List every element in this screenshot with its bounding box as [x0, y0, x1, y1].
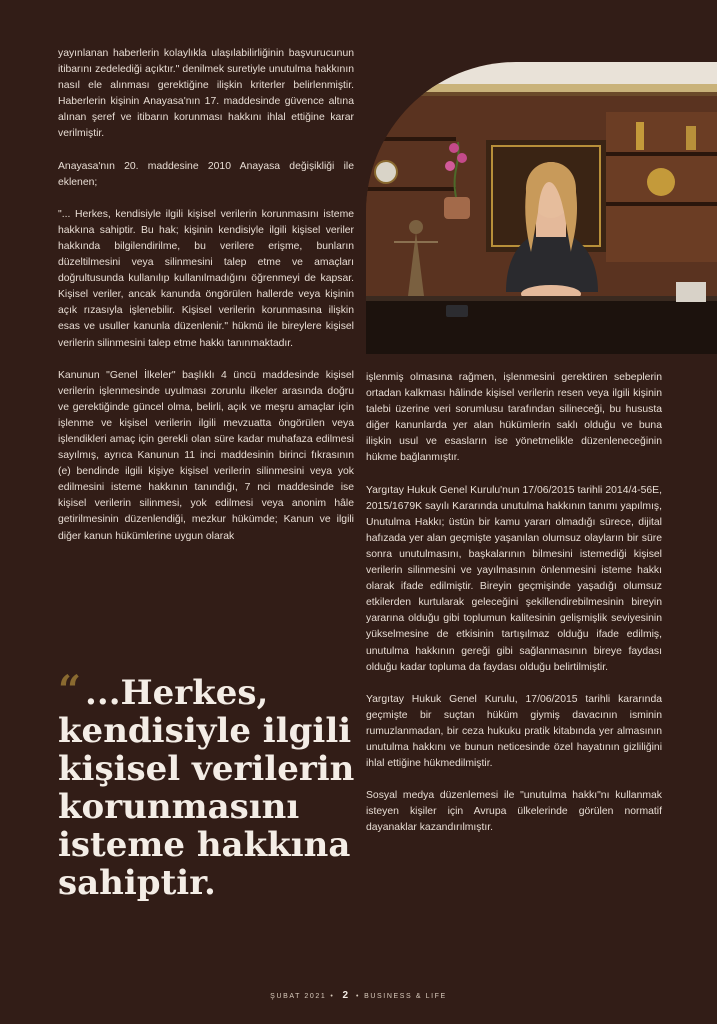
paragraph: yayınlanan haberlerin kolaylıkla ulaşılabilirliğinin başvurucunun itibarını zedelediği açıktır." denilmek suretiyle unutulma hakkının nasıl ele alınması gerektiğine ilişkin kriterler belirlenmiştir. Haberlerin kişinin Anayasa'nın 17. maddesinde güvence altına alınan şeref ve itibarın korunması hakkını ihlal ettiğine karar verilmiştir.	[58, 48, 354, 140]
separator-dot-icon: •	[330, 993, 335, 1000]
paragraph: Anayasa'nın 20. maddesine 2010 Anayasa değişikliği ile eklenen;	[58, 160, 354, 188]
page-footer	[0, 990, 717, 1001]
separator-dot-icon: •	[356, 993, 361, 1000]
paragraph: Sosyal medya düzenlemesi ile "unutulma hakkı"nı kullanmak isteyen kişiler için Avrupa ülkelerinde görülen normatif dayanaklar kazandırılmıştır.	[366, 790, 662, 834]
magazine-name: BUSINESS & LIFE	[364, 993, 447, 1000]
left-column	[58, 46, 354, 561]
quote-mark-icon: “	[58, 667, 82, 714]
paragraph: Yargıtay Hukuk Genel Kurulu, 17/06/2015 tarihli kararında geçmişte bir suçtan hüküm giymiş davacının isminin rumuzlanmadan, bir ceza hukuku pratik kitabında yer almasının unutulma hakkını ve bunun neticesinde özel hayatının gizliliğini ihlal ettiğine hükmedilmiştir.	[366, 693, 662, 770]
right-column	[366, 370, 662, 852]
issue-date: ŞUBAT 2021	[270, 993, 327, 1000]
pull-quote-text: ...Herkes, kendisiyle ilgili kişisel verilerin korunmasını isteme hakkına sahiptir.	[58, 673, 355, 903]
paragraph: "... Herkes, kendisiyle ilgili kişisel verilerin korunmasını isteme hakkına sahiptir. Bu hak; kişinin kendisiyle ilgili kişisel veriler hakkında bilgilendirilme, bu verilere erişme, bunların düzeltilmesini veya silinmesini talep etme ve amaçları doğrultusunda kullanılıp kullanılmadığını öğrenmeyi de kapsar. Kişisel veriler, ancak kanunda öngörülen hallerde veya kişinin açık rızasıyla işlenebilir. Kişisel verilerin korunmasına ilişkin esas ve usuller kanunla düzenlenir." hükmü ile bireylere kişisel verilerin silinmesini talep etme hakkı tanınmaktadır.	[58, 208, 354, 349]
paragraph: işlenmiş olmasına rağmen, işlenmesini gerektiren sebeplerin ortadan kalkması hâlinde kişisel verilerin resen veya ilgili kişinin talebi üzerine veri sorumlusu tarafından silineceği, bu hususta diğer kanunlarda yer alan hükümlerin saklı olduğu ve buna ilişkin usul ve esasların ise yönetmelikle düzenleneceğinin hükme bağlanmıştır.	[366, 372, 662, 464]
pull-quote	[58, 667, 358, 903]
office-portrait-photo	[366, 62, 717, 354]
page-number: 2	[342, 990, 349, 1001]
paragraph: Yargıtay Hukuk Genel Kurulu'nun 17/06/2015 tarihli 2014/4-56E, 2015/1679K sayılı Kararında unutulma hakkının tanımı yapılmış, Unutulma Hakkı; üstün bir kamu yararı olmadığı sürece, dijital hafızada yer alan geçmişte yaşanılan olumsuz olayların bir süre sonra unutulmasını, başkalarının bilmesini istemediği kişisel verilerin silinmesini ve yayılmasının önlenmesini isteme hakkı olarak ifade edilmiştir. Bireyin geçmişinde yaşadığı olumsuz etkilerden kurtularak geleceğini şekillendirebilmesinin bireyin yararına olduğu gibi toplumun kalitesinin gelişmişlik seviyesinin yükselmesine de etkisinin tartışılmaz olduğu ifade edilmiş, unutulma hakkının gereği gibi sağlanmasının bireye faydası olduğu kadar topluma da faydası olduğu belirtilmiştir.	[366, 484, 662, 673]
paragraph: Kanunun "Genel İlkeler" başlıklı 4 üncü maddesinde kişisel verilerin işlenmesinde uyulması zorunlu ilkeler arasında doğru ve gerektiğinde güncel olma, belirli, açık ve meşru amaçlar için işlenme ve kişisel verilerin ilgili mevzuatta öngörülen veya işlendikleri amaç için gerekli olan süre kadar muhafaza edilmesi sayılmış, ayrıca Kanunun 11 inci maddesinin birinci fıkrasının (e) bendinde ilgili kişiye kişisel verilerin silinmesini veya yok edilmesini isteme hakkının tanındığı, 7 nci maddesinde ise kişisel verilerin silinmesi, yok edilmesi veya anonim hâle getirilmesinin düzenlendiği, mezkur hükümde; Kanun ve ilgili diğer kanun hükümlerine uygun olarak	[58, 369, 354, 542]
office-scene-illustration	[366, 62, 717, 354]
